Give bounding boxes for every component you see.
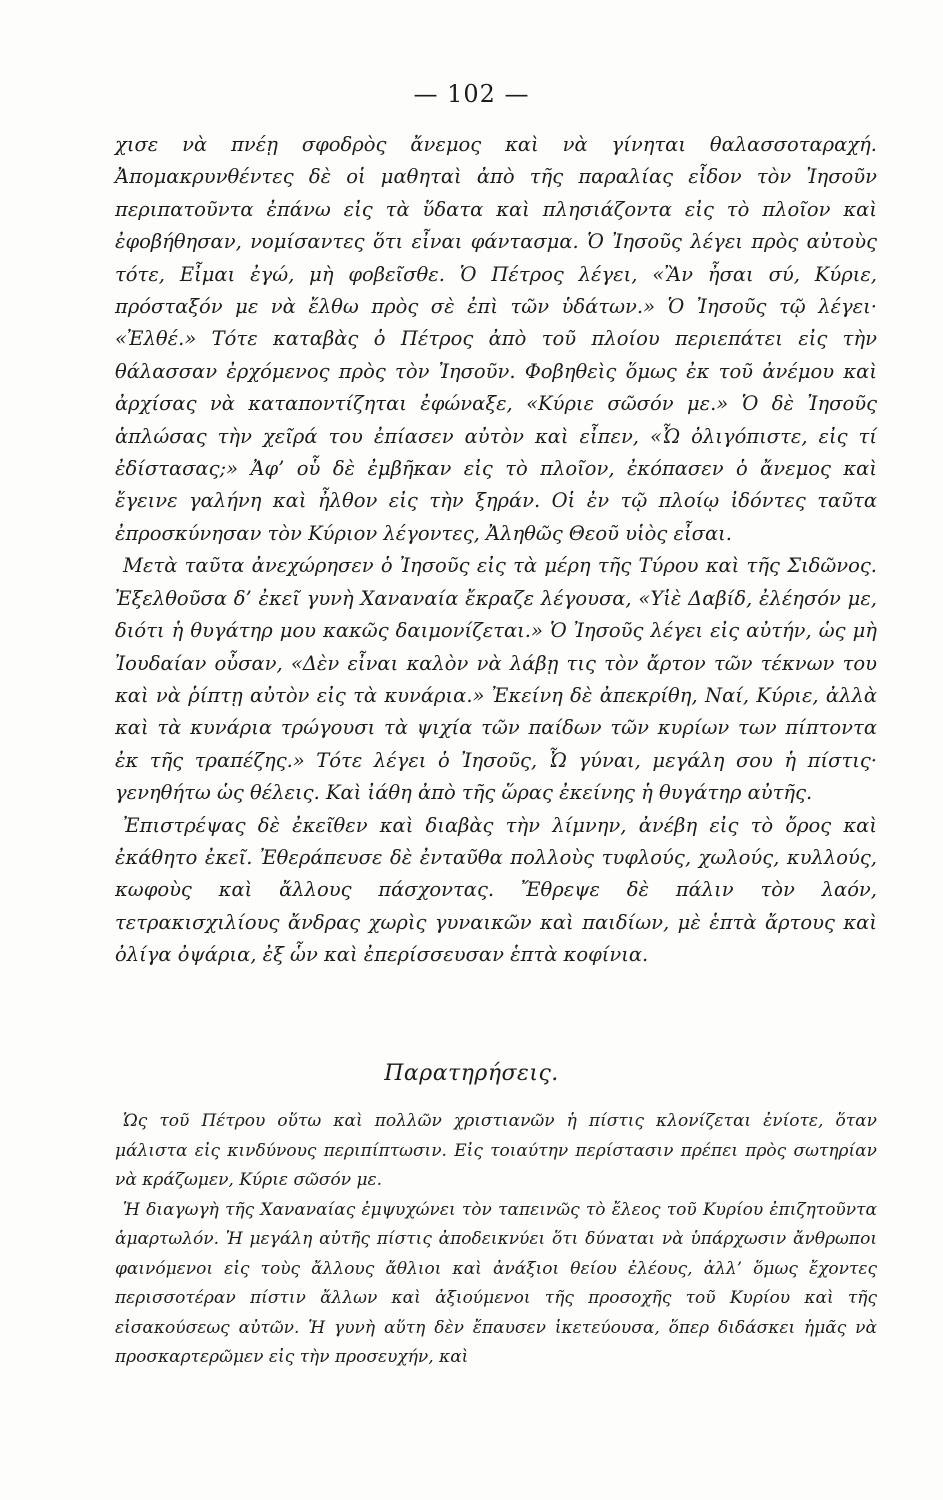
paragraph: χισε νὰ πνέῃ σφοδρὸς ἄνεμος καὶ νὰ γίνηται θαλασσοταραχή. Ἀπομακρυνθέντες δὲ οἱ μαθηταὶ ἀπὸ τῆς παραλίας εἶδον τὸν Ἰησοῦν περιπατοῦντα ἐπάνω εἰς τὰ ὕδατα καὶ πλησιάζοντα εἰς τὸ πλοῖον καὶ ἐφοβήθησαν, νομίσαντες ὅτι εἶναι φάντασμα. Ὁ Ἰησοῦς λέγει πρὸς αὐτοὺς τότε, Εἶμαι ἐγώ, μὴ φοβεῖσθε. Ὁ Πέτρος λέγει, «Ἂν ἦσαι σύ, Κύριε, πρόσταξόν με νὰ ἔλθω πρὸς σὲ ἐπὶ τῶν ὑδάτων.» Ὁ Ἰησοῦς τῷ λέγει· «Ἐλθέ.» Τότε καταβὰς ὁ Πέτρος ἀπὸ τοῦ πλοίου περιεπάτει εἰς τὴν θάλασσαν ἐρχόμενος πρὸς τὸν Ἰησοῦν. Φοβηθεὶς ὅμως ἐκ τοῦ ἀνέμου καὶ ἀρχίσας νὰ καταποντίζηται ἐφώναξε, «Κύριε σῶσόν με.» Ὁ δὲ Ἰησοῦς ἁπλώσας τὴν χεῖρά του ἐπίασεν αὐτὸν καὶ εἶπεν, «Ὦ ὀλιγόπιστε, εἰς τί ἐδίστασας;» Ἀφ’ οὗ δὲ ἐμβῆκαν εἰς τὸ πλοῖον, ἐκόπασεν ὁ ἄνεμος καὶ ἔγεινε γαλήνη καὶ ἦλθον εἰς τὴν ξηράν. Οἱ ἐν τῷ πλοίῳ ἰδόντες ταῦτα ἐπροσκύνησαν τὸν Κύριον λέγοντες, Ἀληθῶς Θεοῦ υἱὸς εἶσαι. — [115, 133, 877, 545]
notes-text — [115, 1107, 877, 1373]
paragraph: Ἐπιστρέψας δὲ ἐκεῖθεν καὶ διαβὰς τὴν λίμνην, ἀνέβη εἰς τὸ ὄρος καὶ ἐκάθητο ἐκεῖ. Ἐθεράπευσε δὲ ἐνταῦθα πολλοὺς τυφλούς, χωλούς, κυλλούς, κωφοὺς καὶ ἄλλους πάσχοντας. Ἔθρεψε δὲ πάλιν τὸν λαόν, τετρακισχιλίους ἄνδρας χωρὶς γυναικῶν καὶ παιδίων, μὲ ἑπτὰ ἄρτους καὶ ὀλίγα ὀψάρια, ἐξ ὧν καὶ ἐπερίσσευσαν ἑπτὰ κοφίνια. — [115, 813, 877, 967]
note-paragraph: Ἡ διαγωγὴ τῆς Χαναναίας ἐμψυχώνει τὸν ταπεινῶς τὸ ἔλεος τοῦ Κυρίου ἐπιζητοῦντα ἁμαρτωλόν. Ἡ μεγάλη αὐτῆς πίστις ἀποδεικνύει ὅτι δύναται νὰ ὑπάρχωσιν ἄνθρωποι φαινόμενοι εἰς τοὺς ἄλλους ἄθλιοι καὶ ἀνάξιοι θείου ἐλέους, ἀλλ’ ὅμως ἔχοντες περισσοτέραν πίστιν ἄλλων καὶ ἀξιούμενοι τῆς προσοχῆς τοῦ Κυρίου καὶ τῆς εἰσακούσεως αὐτῶν. Ἡ γυνὴ αὕτη δὲν ἔπαυσεν ἱκετεύουσα, ὅπερ διδάσκει ἡμᾶς νὰ προσκαρτερῶμεν εἰς τὴν προσευχήν, καὶ — [115, 1199, 877, 1367]
paragraph: Μετὰ ταῦτα ἀνεχώρησεν ὁ Ἰησοῦς εἰς τὰ μέρη τῆς Τύρου καὶ τῆς Σιδῶνος. Ἐξελθοῦσα δ’ ἐκεῖ γυνὴ Χαναναία ἔκραζε λέγουσα, «Υἱὲ Δαβίδ, ἐλέησόν με, διότι ἡ θυγάτηρ μου κακῶς δαιμονίζεται.» Ὁ Ἰησοῦς λέγει εἰς αὐτήν, ὡς μὴ Ἰουδαίαν οὖσαν, «Δὲν εἶναι καλὸν νὰ λάβῃ τις τὸν ἄρτον τῶν τέκνων του καὶ νὰ ῥίπτῃ αὐτὸν εἰς τὰ κυνάρια.» Ἐκείνη δὲ ἀπεκρίθη, Ναί, Κύριε, ἀλλὰ καὶ τὰ κυνάρια τρώγουσι τὰ ψιχία τῶν παίδων τῶν κυρίων των πίπτοντα ἐκ τῆς τραπέζης.» Τότε λέγει ὁ Ἰησοῦς, Ὦ γύναι, μεγάλη σου ἡ πίστις· γενηθήτω ὡς θέλεις. Καὶ ἰάθη ἀπὸ τῆς ὥρας ἐκείνης ἡ θυγάτηρ αὐτῆς. — [115, 554, 877, 805]
main-text — [115, 129, 877, 972]
section-heading: Παρατηρήσεις. — [384, 1061, 559, 1086]
page-number: — 102 — — [413, 80, 530, 108]
note-paragraph: Ὡς τοῦ Πέτρου οὕτω καὶ πολλῶν χριστιανῶν ἡ πίστις κλονίζεται ἐνίοτε, ὅταν μάλιστα εἰς κινδύνους περιπίπτωσιν. Εἰς τοιαύτην περίστασιν πρέπει πρὸς σωτηρίαν νὰ κράζωμεν, Κύριε σῶσόν με. — [115, 1111, 877, 1190]
